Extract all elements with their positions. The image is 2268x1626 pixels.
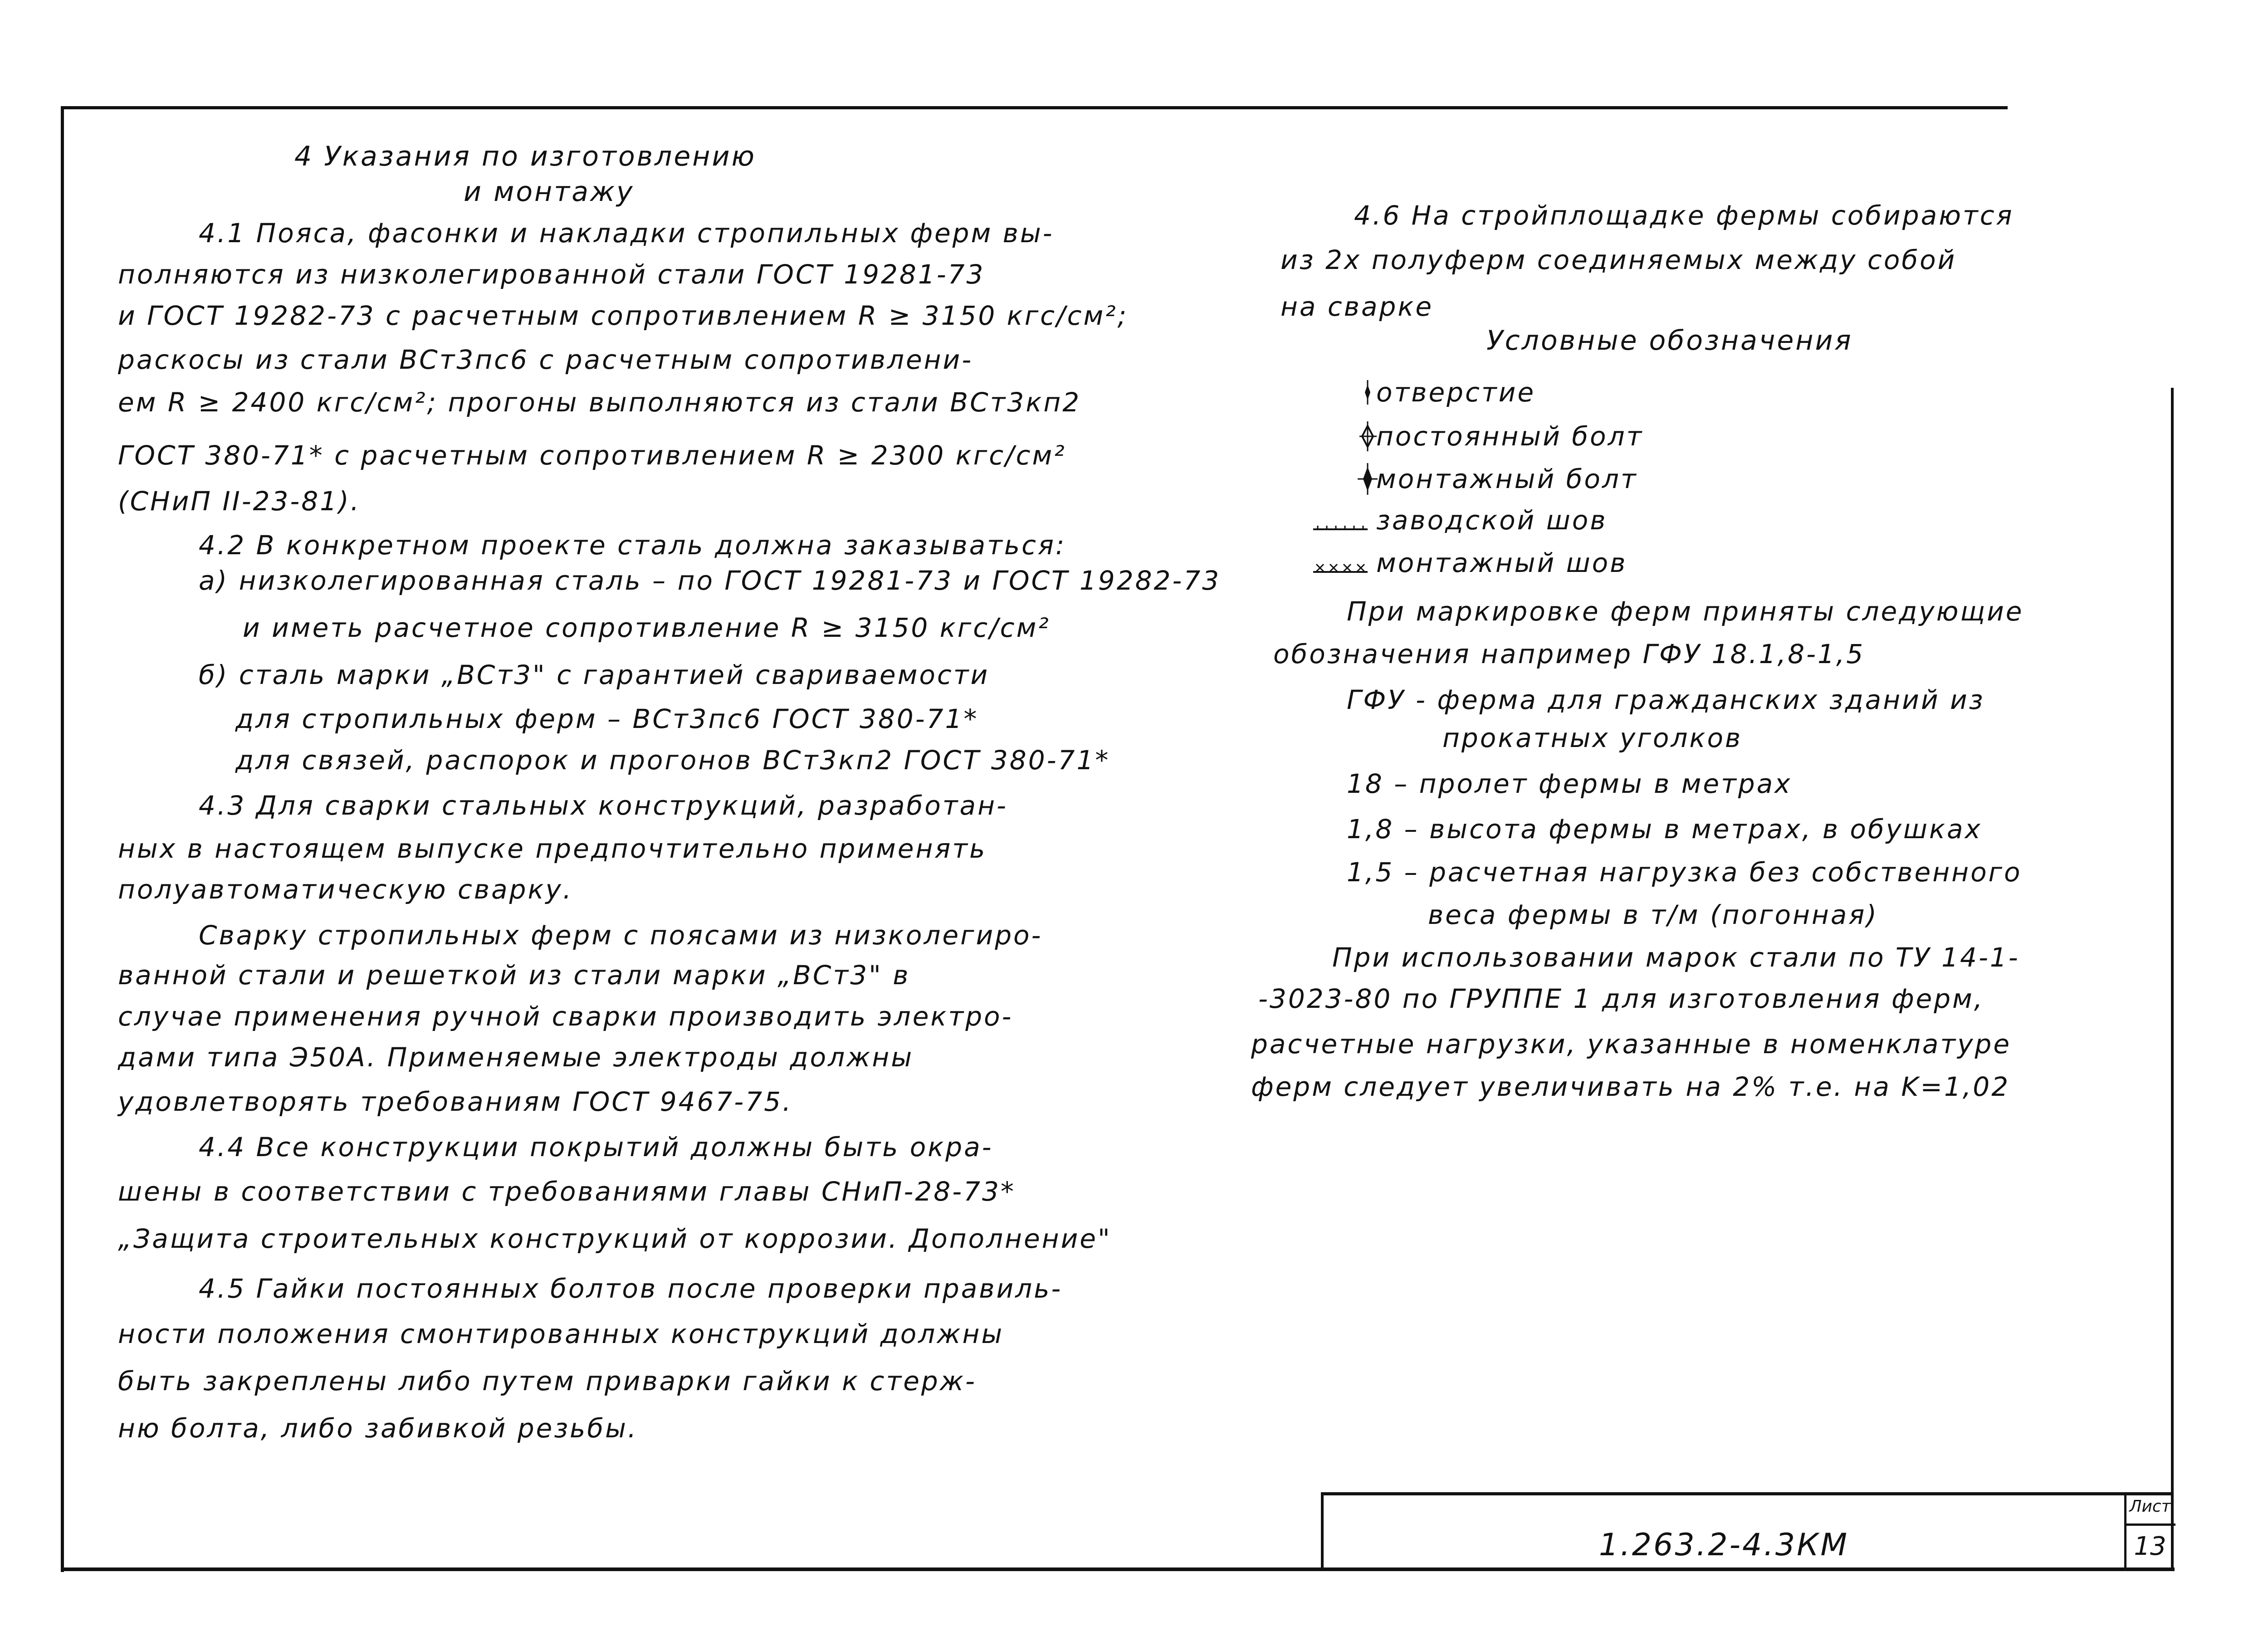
legend-label: монтажный шов bbox=[1376, 547, 1628, 578]
text-line: (СНиП II-23-81). bbox=[118, 486, 361, 517]
text-line: ферм следует увеличивать на 2% т.е. на K=1,02 bbox=[1251, 1071, 2010, 1102]
text-line: ванной стали и решеткой из стали марки „ВСт3" в bbox=[118, 960, 910, 991]
legend-label: постоянный болт bbox=[1376, 421, 1644, 452]
text-line: быть закреплены либо путем приварки гайки к стерж- bbox=[118, 1366, 977, 1397]
text-line: 1,8 – высота фермы в метрах, в обушках bbox=[1347, 814, 1982, 845]
text-line: 4.3 Для сварки стальных конструкций, разработан- bbox=[199, 790, 1008, 821]
text-line: 4.2 В конкретном проекте сталь должна заказываться: bbox=[199, 530, 1066, 561]
text-line: шены в соответствии с требованиями главы СНиП-28-73* bbox=[118, 1176, 1016, 1207]
text-line: расчетные нагрузки, указанные в номенклатуре bbox=[1251, 1029, 2012, 1060]
text-line: а) низколегированная сталь – по ГОСТ 19281-73 и ГОСТ 19282-73 bbox=[199, 565, 1221, 596]
text-line: обозначения например ГФУ 18.1,8-1,5 bbox=[1273, 639, 1865, 669]
text-line: 4.6 На стройплощадке фермы собираются bbox=[1354, 200, 2014, 231]
text-line: ню болта, либо забивкой резьбы. bbox=[118, 1413, 638, 1444]
text-line: Сварку стропильных ферм с поясами из низколегиро- bbox=[199, 920, 1043, 951]
text-line: 4.5 Гайки постоянных болтов после проверки правиль- bbox=[199, 1273, 1063, 1304]
text-line: ем R ≥ 2400 кгс/см²; прогоны выполняются из стали ВСт3кп2 bbox=[118, 387, 1081, 418]
document-code: 1.263.2-4.3КМ bbox=[1598, 1527, 1849, 1563]
text-line: При маркировке ферм приняты следующие bbox=[1347, 596, 2024, 627]
text-line: ных в настоящем выпуске предпочтительно применять bbox=[118, 833, 987, 864]
text-line: дами типа Э50А. Применяемые электроды должны bbox=[118, 1042, 914, 1073]
legend-label: отверстие bbox=[1376, 377, 1536, 408]
sheet-label: Лист bbox=[2129, 1497, 2171, 1516]
text-line: ГОСТ 380-71* с расчетным сопротивлением R ≥ 2300 кгс/см² bbox=[118, 440, 1066, 471]
text-line: удовлетворять требованиям ГОСТ 9467-75. bbox=[118, 1086, 793, 1117]
text-line: полняются из низколегированной стали ГОСТ 19281-73 bbox=[118, 259, 985, 290]
sheet-cell-divider bbox=[2124, 1523, 2175, 1526]
text-line: 4.1 Пояса, фасонки и накладки стропильных ферм вы- bbox=[199, 218, 1054, 249]
text-line: полуавтоматическую сварку. bbox=[118, 874, 573, 905]
text-line: из 2х полуферм соединяемых между собой bbox=[1281, 244, 1957, 275]
text-line: для связей, распорок и прогонов ВСт3кп2 ГОСТ 380-71* bbox=[235, 745, 1110, 776]
text-line: При использовании марок стали по ТУ 14-1- bbox=[1332, 942, 2020, 973]
legend-title: Условные обозначения bbox=[1486, 325, 1853, 356]
text-line: случае применения ручной сварки производить электро- bbox=[118, 1001, 1013, 1032]
section-heading: 4 Указания по изготовлению bbox=[294, 141, 757, 172]
text-line: ности положения смонтированных конструкций должны bbox=[118, 1318, 1004, 1349]
text-line: и иметь расчетное сопротивление R ≥ 3150 кгс/см² bbox=[243, 612, 1051, 643]
text-line: б) сталь марки „ВСт3" с гарантией свариваемости bbox=[199, 659, 990, 690]
field-weld-icon bbox=[1311, 547, 1370, 579]
text-line: прокатных уголков bbox=[1442, 723, 1743, 753]
text-line: и ГОСТ 19282-73 с расчетным сопротивлением R ≥ 3150 кгс/см²; bbox=[118, 300, 1129, 331]
frame-border-top bbox=[62, 106, 2008, 109]
frame-border-right bbox=[2171, 388, 2174, 1571]
shop-weld-icon bbox=[1311, 504, 1370, 536]
text-line: „Защита строительных конструкций от коррозии. Дополнение" bbox=[118, 1223, 1112, 1254]
text-line: 18 – пролет фермы в метрах bbox=[1347, 768, 1792, 799]
legend-label: монтажный болт bbox=[1376, 464, 1638, 494]
section-heading-cont: и монтажу bbox=[464, 176, 635, 208]
text-line: -3023-80 по ГРУППЕ 1 для изготовления ферм, bbox=[1258, 983, 1984, 1014]
frame-border-left bbox=[61, 106, 64, 1572]
text-line: 4.4 Все конструкции покрытий должны быть окра- bbox=[199, 1132, 993, 1162]
text-line: для стропильных ферм – ВСт3пс6 ГОСТ 380-71* bbox=[235, 703, 979, 734]
title-block-divider bbox=[2124, 1495, 2126, 1570]
text-line: на сварке bbox=[1281, 291, 1434, 322]
text-line: 1,5 – расчетная нагрузка без собственного bbox=[1347, 857, 2022, 888]
legend-label: заводской шов bbox=[1376, 505, 1608, 536]
sheet-number: 13 bbox=[2134, 1532, 2166, 1561]
text-line: ГФУ - ферма для гражданских зданий из bbox=[1347, 684, 1985, 715]
title-block bbox=[1321, 1492, 2173, 1570]
text-line: веса фермы в т/м (погонная) bbox=[1428, 899, 1878, 930]
text-line: раскосы из стали ВСт3пс6 с расчетным сопротивлени- bbox=[118, 344, 973, 375]
